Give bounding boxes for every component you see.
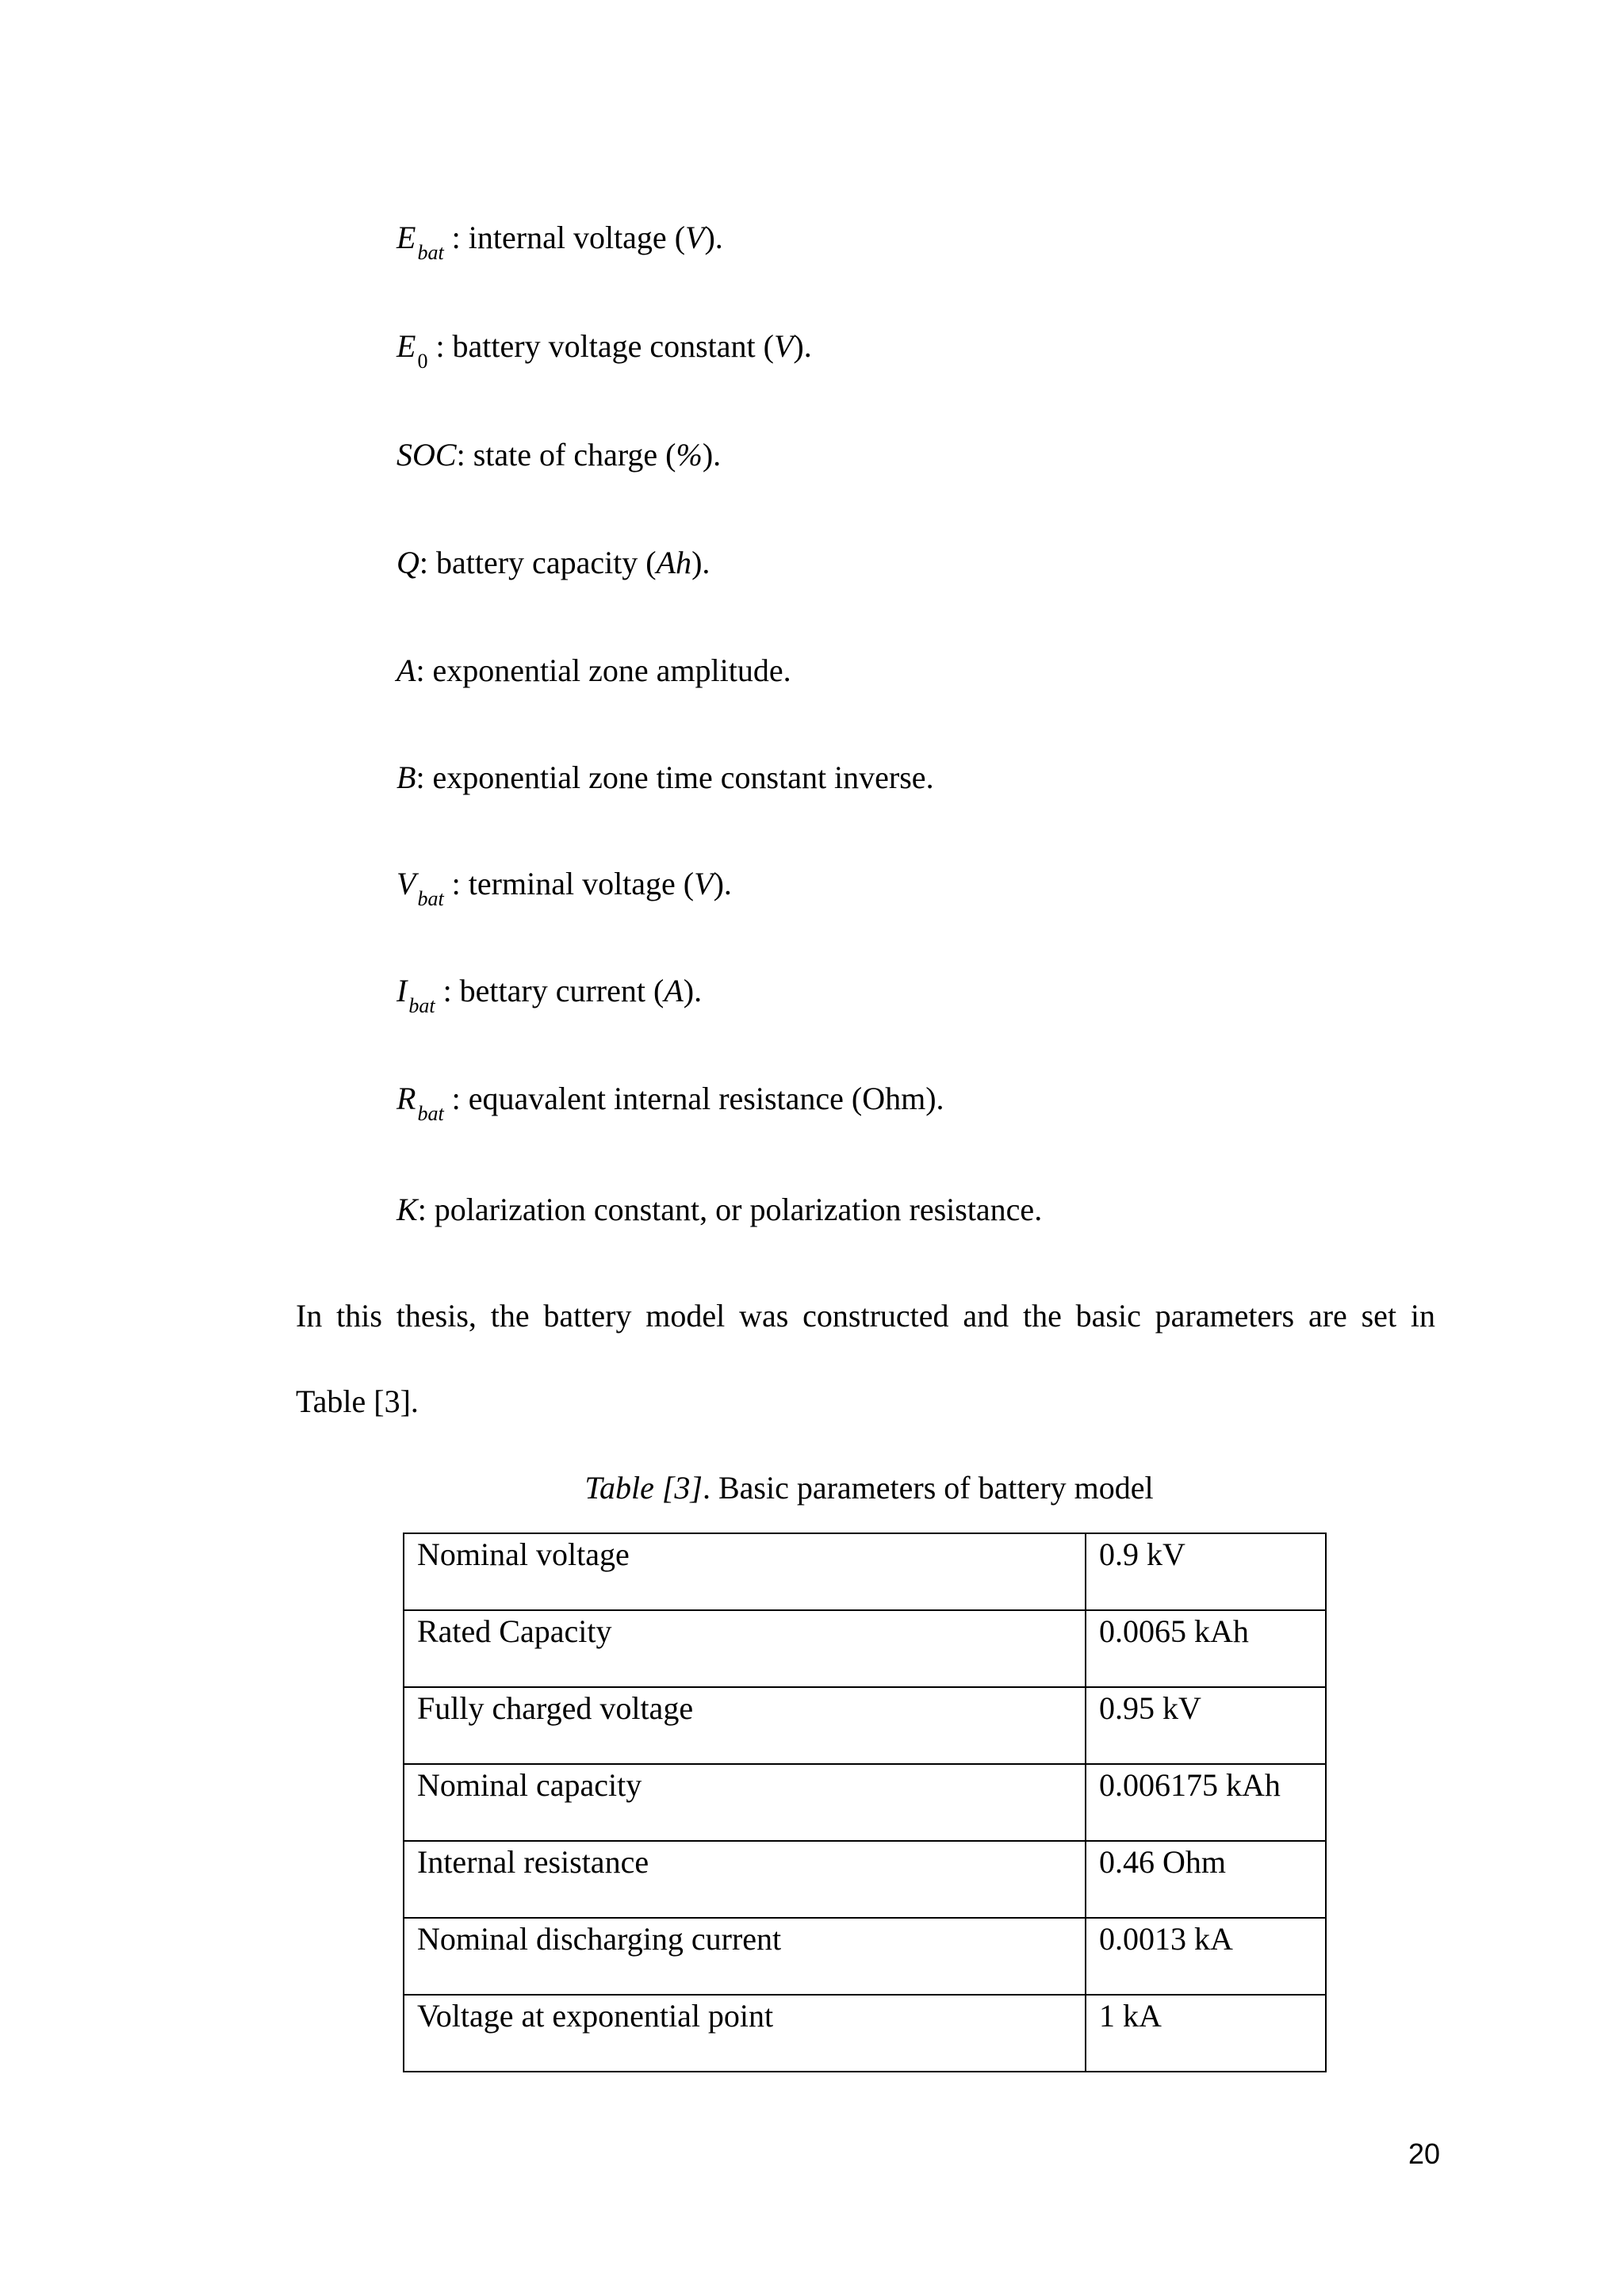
definition-end: ). — [683, 973, 703, 1008]
page-number: 20 — [1408, 2137, 1441, 2170]
definition-unit: % — [676, 437, 703, 473]
value-cell: 0.006175 kAh — [1086, 1764, 1326, 1841]
definition-end: ). — [691, 545, 710, 580]
table-row — [404, 1610, 1326, 1687]
parameter-cell: Nominal capacity — [404, 1764, 1086, 1841]
definition-unit: A — [664, 973, 684, 1008]
definition-unit: V — [773, 328, 794, 364]
definition-subscript: bat — [417, 1102, 444, 1125]
definition-unit: V — [685, 220, 705, 255]
parameter-cell: Voltage at exponential point — [404, 1995, 1086, 2072]
definition-subscript: bat — [417, 887, 444, 910]
value-cell: 0.0013 kA — [1086, 1918, 1326, 1995]
value-cell: 0.0065 kAh — [1086, 1610, 1326, 1687]
definition-symbol: SOC — [396, 437, 457, 473]
definition-text: : terminal voltage ( — [443, 866, 695, 901]
definition-text: : bettary current ( — [435, 973, 665, 1008]
definition-text: : battery capacity ( — [419, 545, 657, 580]
definition-subscript: bat — [408, 994, 435, 1017]
definition-b — [396, 759, 934, 797]
definition-i-bat — [396, 972, 703, 1017]
parameter-cell: Internal resistance — [404, 1841, 1086, 1918]
parameter-cell: Nominal voltage — [404, 1533, 1086, 1610]
value-cell: 0.9 kV — [1086, 1533, 1326, 1610]
definition-end: ). — [704, 220, 723, 255]
value-cell: 0.46 Ohm — [1086, 1841, 1326, 1918]
value-cell: 0.95 kV — [1086, 1687, 1326, 1764]
definition-text: : state of charge ( — [456, 437, 676, 473]
definition-symbol: E — [396, 328, 416, 364]
definition-a — [396, 652, 791, 690]
definition-symbol: V — [396, 866, 416, 901]
parameters-table — [403, 1533, 1327, 2072]
definition-text: : equavalent internal resistance (Ohm). — [443, 1081, 944, 1116]
table-row — [404, 1995, 1326, 2072]
definition-text: : polarization constant, or polarization resistance. — [417, 1192, 1043, 1227]
table-row — [404, 1764, 1326, 1841]
parameter-cell: Fully charged voltage — [404, 1687, 1086, 1764]
definition-symbol: R — [396, 1081, 416, 1116]
definition-text: : exponential zone time constant inverse. — [416, 760, 934, 795]
parameter-cell: Rated Capacity — [404, 1610, 1086, 1687]
table-caption-text: . Basic parameters of battery model — [702, 1470, 1154, 1506]
parameter-cell: Nominal discharging current — [404, 1918, 1086, 1995]
definition-end: ). — [793, 328, 812, 364]
definition-symbol: Q — [396, 545, 419, 580]
definition-v-bat — [396, 865, 732, 910]
definition-q — [396, 544, 710, 582]
definition-symbol: I — [396, 973, 408, 1008]
definition-soc — [396, 436, 721, 474]
definition-subscript: 0 — [417, 350, 428, 373]
table-row — [404, 1841, 1326, 1918]
definition-symbol: B — [396, 760, 416, 795]
definition-text: : battery voltage constant ( — [427, 328, 774, 364]
body-paragraph-line-2: Table [3]. — [296, 1383, 419, 1419]
definition-e-0 — [396, 327, 812, 373]
definition-end: ). — [702, 437, 722, 473]
table-caption — [0, 1469, 1624, 1507]
definition-symbol: E — [396, 220, 416, 255]
table-row — [404, 1533, 1326, 1610]
table-caption-label: Table [3] — [584, 1470, 703, 1506]
value-cell: 1 kA — [1086, 1995, 1326, 2072]
definition-symbol: K — [396, 1192, 418, 1227]
definition-unit: V — [694, 866, 714, 901]
table-row — [404, 1687, 1326, 1764]
definition-subscript: bat — [417, 241, 444, 264]
table-row — [404, 1918, 1326, 1995]
definition-text: : internal voltage ( — [443, 220, 686, 255]
definition-r-bat — [396, 1080, 944, 1125]
definition-unit: Ah — [656, 545, 692, 580]
definition-k — [396, 1191, 1042, 1229]
definition-symbol: A — [396, 652, 416, 688]
definition-text: : exponential zone amplitude. — [416, 652, 791, 688]
body-paragraph-line-1: In this thesis, the battery model was constructed and the basic parameters are set in — [296, 1298, 1435, 1334]
definition-end: ). — [713, 866, 732, 901]
definition-e-bat — [396, 219, 723, 264]
